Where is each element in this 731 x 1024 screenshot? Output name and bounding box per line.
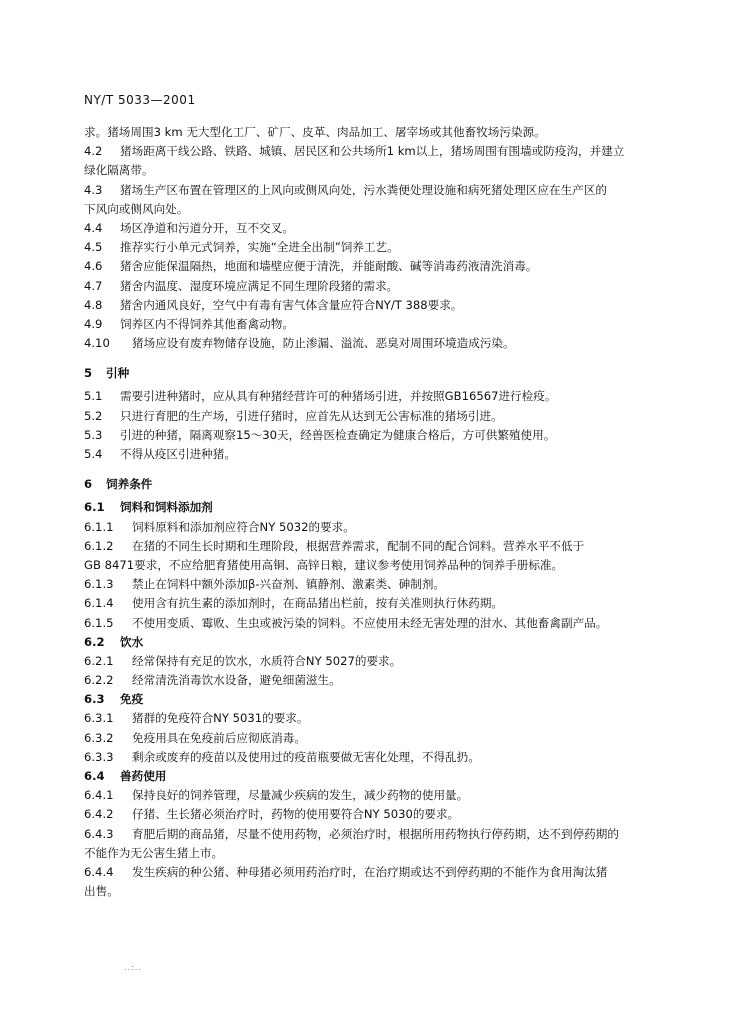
- text-line: [84, 219, 644, 238]
- clause-number: 5: [84, 366, 93, 381]
- clause-number: 4.7: [84, 278, 103, 293]
- text-line: [84, 426, 644, 445]
- clause-number: 6.2: [84, 634, 105, 649]
- text-line: [84, 277, 644, 296]
- text-line: [84, 709, 644, 728]
- text-line: [84, 652, 644, 671]
- clause-text: 在猪的不同生长时期和生理阶段，根据营养需求，配制不同的配合饲料。营养水平不低于: [132, 538, 585, 553]
- text-line: [84, 671, 644, 690]
- section-heading: [84, 364, 644, 383]
- clause-number: 6.4.1: [84, 788, 114, 803]
- text-line: [84, 537, 644, 556]
- standard-code-header: NY/T 5033—2001: [84, 93, 196, 107]
- clause-text: 只进行育肥的生产场，引进仔猪时，应首先从达到无公害标准的猪场引进。: [120, 408, 503, 423]
- clause-number: 6.2.2: [84, 673, 114, 688]
- text-line: [84, 729, 644, 748]
- clause-text: 出售。: [84, 884, 119, 899]
- clause-number: 6.4: [84, 769, 105, 783]
- clause-text: 不能作为无公害生猪上市。: [84, 845, 224, 860]
- text-line: [84, 407, 644, 426]
- clause-number: 6.4.3: [84, 826, 114, 841]
- clause-number: 4.10: [84, 336, 110, 351]
- clause-number: 4.9: [84, 316, 103, 331]
- clause-number: 6.4.4: [84, 864, 114, 879]
- clause-text: 仔猪、生长猪必须治疗时，药物的使用要符合NY 5030的要求。: [132, 807, 460, 822]
- clause-text: 猪群的免疫符合NY 5031的要求。: [132, 711, 309, 726]
- text-line: [84, 805, 644, 824]
- clause-number: 6.3.2: [84, 730, 114, 745]
- clause-text: 使用含有抗生素的添加剂时，在商品猪出栏前，按有关准则执行休药期。: [132, 596, 504, 611]
- clause-text: 饲料原料和添加剂应符合NY 5032的要求。: [132, 519, 355, 534]
- clause-number: 6.3.3: [84, 749, 114, 764]
- text-line: [84, 142, 644, 161]
- clause-text: 饲养条件: [106, 477, 153, 492]
- clause-number: 5.4: [84, 447, 103, 461]
- clause-number: 6.1.3: [84, 577, 114, 592]
- clause-number: 4.4: [84, 220, 103, 235]
- text-line: [84, 882, 644, 901]
- text-line: [84, 748, 644, 767]
- clause-text: 猪舍应能保温隔热，地面和墙壁应便于清洗，并能耐酸、碱等消毒药液清洗消毒。: [120, 259, 538, 274]
- text-line: [84, 181, 644, 200]
- clause-text: 不得从疫区引进种猪。: [120, 447, 236, 461]
- text-line: [84, 387, 644, 406]
- subsection-heading: [84, 498, 644, 517]
- clause-text: 饲料和饲料添加剂: [120, 500, 213, 515]
- text-line: [84, 518, 644, 537]
- clause-number: 4.6: [84, 259, 103, 274]
- clause-number: 4.8: [84, 297, 103, 312]
- subsection-heading: [84, 767, 644, 786]
- clause-number: 6.4.2: [84, 807, 114, 822]
- clause-number: 6.3: [84, 692, 105, 707]
- clause-number: 4.5: [84, 240, 103, 255]
- clause-text: 兽药使用: [120, 769, 167, 783]
- clause-text: 推荐实行小单元式饲养，实施“全进全出制”饲养工艺。: [120, 240, 399, 255]
- clause-number: 6.1: [84, 500, 105, 515]
- clause-number: 6.2.1: [84, 653, 114, 668]
- text-line: [84, 556, 644, 575]
- clause-text: 下风向或侧风向处。: [84, 201, 189, 216]
- document-body: [84, 123, 644, 901]
- text-line: [84, 786, 644, 805]
- clause-text: 剩余或废弃的疫苗以及使用过的疫苗瓶要做无害化处理，不得乱扔。: [132, 749, 480, 764]
- text-line: [84, 445, 644, 464]
- clause-number: 6.3.1: [84, 711, 114, 726]
- clause-text: 免疫: [120, 692, 144, 707]
- clause-number: 6.1.4: [84, 596, 114, 611]
- text-line: [84, 575, 644, 594]
- clause-number: 4.2: [84, 144, 103, 159]
- clause-text: 引种: [106, 366, 130, 381]
- clause-text: 猪舍内温度、湿度环境应满足不同生理阶段猪的需求。: [120, 278, 399, 293]
- clause-text: 免疫用具在免疫前后应彻底消毒。: [132, 730, 306, 745]
- clause-text: 饮水: [120, 634, 144, 649]
- clause-text: 绿化隔离带。: [84, 163, 154, 178]
- clause-number: 6.1.2: [84, 538, 114, 553]
- clause-text: 猪场距离干线公路、铁路、城镇、居民区和公共场所1 km以上，猪场周围有围墙或防疫沟，并建立: [120, 144, 625, 159]
- clause-number: 6.1.5: [84, 615, 114, 630]
- clause-text: 不使用变质、霉败、生虫或被污染的饲料。不应使用未经无害处理的泔水、其他畜禽副产品。: [132, 615, 608, 630]
- text-line: [84, 844, 644, 863]
- text-line: [84, 161, 644, 180]
- clause-number: 6: [84, 477, 93, 492]
- clause-text: 经常清洗消毒饮水设备，避免细菌滋生。: [132, 673, 341, 688]
- text-line: [84, 594, 644, 613]
- clause-text: 引进的种猪，隔离观察15～30天，经兽医检查确定为健康合格后，方可供繁殖使用。: [120, 427, 556, 442]
- text-line: [84, 315, 644, 334]
- subsection-heading: [84, 690, 644, 709]
- text-line: [84, 296, 644, 315]
- text-line: [84, 825, 644, 844]
- clause-number: 4.3: [84, 182, 103, 197]
- clause-text: 禁止在饲料中额外添加β-兴奋剂、镇静剂、激素类、砷制剂。: [132, 577, 446, 592]
- clause-text: 猪场应设有废弃物储存设施，防止渗漏、溢流、恶臭对周围环境造成污染。: [132, 336, 515, 351]
- text-line: [84, 200, 644, 219]
- text-line: [84, 123, 644, 142]
- text-line: [84, 257, 644, 276]
- clause-text: 饲养区内不得饲养其他畜禽动物。: [120, 316, 294, 331]
- clause-text: 需要引进种猪时，应从具有种猪经营许可的种猪场引进，并按照GB16567进行检疫。: [120, 389, 557, 404]
- clause-text: GB 8471要求，不应给肥育猪使用高铜、高锌日粮，建议参考使用饲养品种的饲养手册标准。: [84, 557, 564, 572]
- clause-text: 发生疾病的种公猪、种母猪必须用药治疗时，在治疗期或达不到停药期的不能作为食用淘汰猪: [132, 864, 608, 879]
- section-heading: [84, 475, 644, 494]
- clause-text: 猪场生产区布置在管理区的上风向或侧风向处，污水粪便处理设施和病死猪处理区应在生产区的: [120, 182, 607, 197]
- clause-text: 求。猪场周围3 km 无大型化工厂、矿厂、皮革、肉品加工、屠宰场或其他畜牧场污染源。: [84, 125, 546, 139]
- clause-text: 场区净道和污道分开，互不交叉。: [120, 220, 294, 235]
- text-line: [84, 238, 644, 257]
- clause-text: 猪舍内通风良好，空气中有毒有害气体含量应符合NY/T 388要求。: [120, 297, 463, 312]
- text-line: [84, 334, 644, 353]
- text-line: [84, 863, 644, 882]
- text-line: [84, 614, 644, 633]
- clause-number: 5.3: [84, 427, 103, 442]
- subsection-heading: [84, 633, 644, 652]
- clause-number: 5.2: [84, 408, 103, 423]
- scan-dots: ..:..: [124, 963, 142, 972]
- clause-text: 经常保持有充足的饮水，水质符合NY 5027的要求。: [132, 653, 402, 668]
- clause-text: 保持良好的饲养管理，尽量减少疾病的发生，减少药物的使用量。: [132, 788, 469, 803]
- clause-number: 5.1: [84, 389, 103, 404]
- clause-text: 育肥后期的商品猪，尽量不使用药物，必须治疗时，根据所用药物执行停药期，达不到停药期的: [132, 826, 619, 841]
- clause-number: 6.1.1: [84, 519, 114, 534]
